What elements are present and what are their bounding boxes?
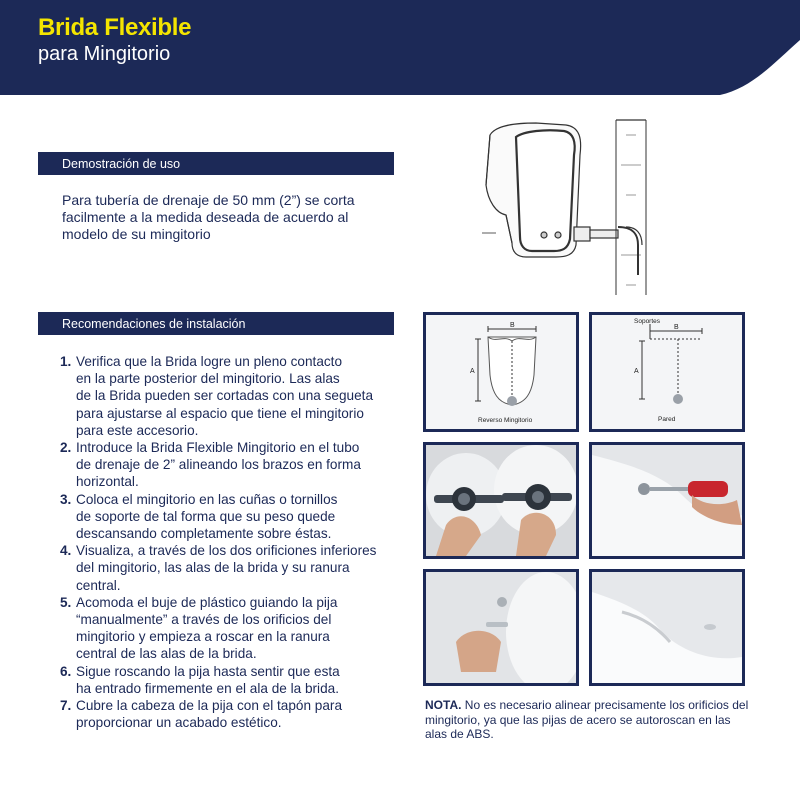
step-number: 1.	[60, 354, 72, 369]
photo-cap-finish	[589, 569, 745, 686]
urinal-side-diagram	[476, 115, 666, 300]
step-6	[60, 663, 405, 697]
photo-screwdriver	[589, 442, 745, 559]
cap-photo	[592, 572, 742, 683]
screwdriver-photo	[592, 445, 742, 556]
installation-steps	[60, 353, 405, 731]
step-line: de soporte de tal forma que su peso quede	[76, 508, 336, 524]
step-line: del mingitorio, las alas de la brida y su ranura	[76, 560, 350, 576]
step-line: Sigue roscando la pija hasta sentir que esta	[76, 663, 340, 679]
label-supports: Soportes	[634, 318, 661, 325]
step-line: de la Brida pueden ser cortadas con una segueta	[76, 388, 374, 404]
step-1	[60, 353, 405, 439]
step-line: Coloca el mingitorio en las cuñas o tornillos	[76, 491, 338, 507]
caption-wall: Pared	[658, 416, 676, 423]
step-5	[60, 594, 405, 663]
step-3	[60, 491, 405, 543]
step-number: 6.	[60, 663, 72, 679]
step-line: descansando completamente sobre éstas.	[76, 526, 332, 542]
demo-line: facilmente a la medida deseada de acuerdo al	[62, 209, 349, 225]
step-line: para este accesorio.	[76, 422, 199, 438]
step-line: mingitorio y empieza a roscar en la ranura	[76, 629, 330, 645]
note-body: No es necesario alinear precisamente los orificios del mingitorio, ya que las pijas de acero se autoroscan en las alas de ABS.	[425, 698, 749, 741]
step-number: 5.	[60, 594, 72, 610]
step-4	[60, 542, 405, 594]
step-number: 3.	[60, 491, 72, 507]
step-line: Verifica que la Brida logre un pleno contacto	[76, 354, 343, 369]
label-a: A	[470, 368, 475, 375]
step-line: para ajustarse al espacio que tiene el mingitorio	[76, 405, 364, 421]
panel-reverse-urinal	[423, 312, 579, 432]
demo-description	[62, 192, 392, 243]
step-2	[60, 439, 405, 491]
step-number: 7.	[60, 698, 72, 714]
step-line: “manualmente” a través de los orificios del	[76, 612, 332, 628]
step-line: de drenaje de 2” alineando los brazos en forma	[76, 457, 361, 473]
label-b: B	[510, 322, 515, 329]
step-number: 2.	[60, 440, 72, 456]
step-line: ha entrado firmemente en el ala de la brida.	[76, 680, 339, 696]
step-7	[60, 697, 405, 731]
step-line: Visualiza, a través de los dos orificiones inferiores	[76, 543, 377, 559]
label-a: A	[634, 368, 639, 375]
step-line: central.	[76, 577, 121, 593]
header-banner	[0, 0, 800, 95]
reverse-urinal-diagram	[426, 315, 576, 429]
wall-diagram	[592, 315, 742, 429]
step-line: horizontal.	[76, 474, 139, 490]
page-title: Brida Flexible	[38, 14, 192, 41]
section-heading-installation: Recomendaciones de instalación	[38, 312, 394, 335]
step-line: Acomoda el buje de plástico guiando la pija	[76, 594, 338, 610]
photo-bolt-insertion	[423, 569, 579, 686]
step-line: proporcionar un acabado estético.	[76, 715, 282, 731]
page-subtitle: para Mingitorio	[38, 43, 171, 65]
demo-line: Para tubería de drenaje de 50 mm (2”) se corta	[62, 192, 355, 208]
caption-reverse: Reverso Mingitorio	[478, 417, 533, 424]
step-line: Introduce la Brida Flexible Mingitorio en el tubo	[76, 440, 360, 456]
note-label: NOTA.	[425, 698, 462, 712]
photo-flange-install	[423, 442, 579, 559]
panel-wall	[589, 312, 745, 432]
step-line: central de las alas de la brida.	[76, 646, 257, 662]
bolt-photo	[426, 572, 576, 683]
demo-line: modelo de su mingitorio	[62, 226, 211, 242]
flange-photo	[426, 445, 576, 556]
step-line: en la parte posterior del mingitorio. Las alas	[76, 371, 340, 387]
section-heading-demo: Demostración de uso	[38, 152, 394, 175]
step-line: Cubre la cabeza de la pija con el tapón para	[76, 698, 343, 714]
note-text	[425, 698, 755, 742]
label-b: B	[674, 324, 679, 331]
step-number: 4.	[60, 543, 72, 559]
